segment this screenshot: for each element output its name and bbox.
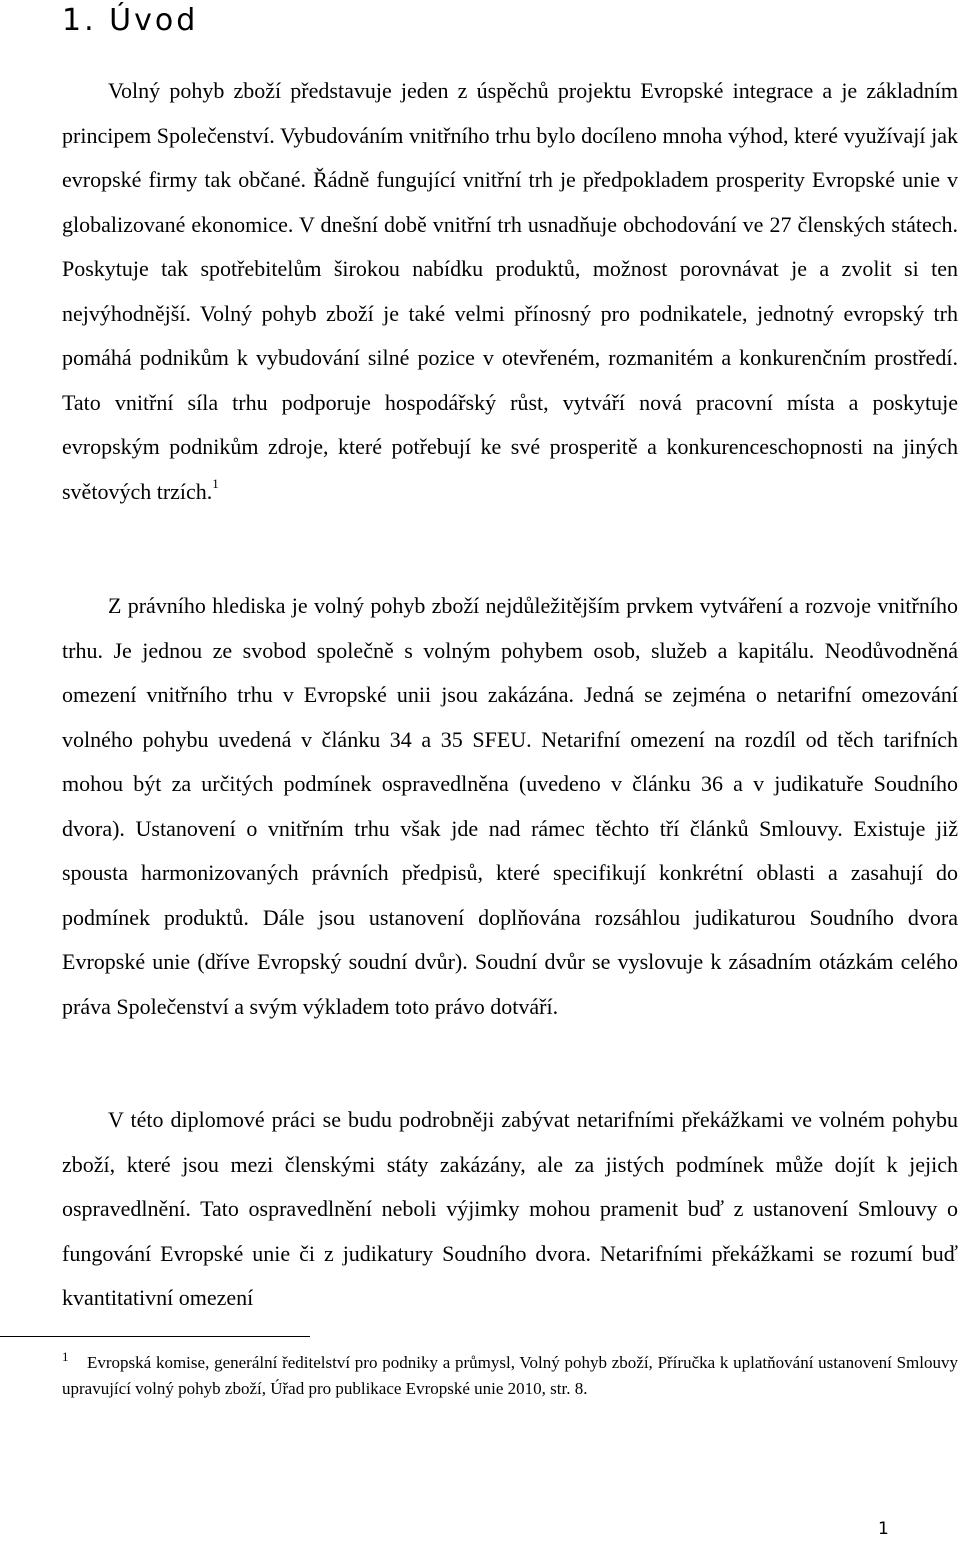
page-number: 1	[878, 1519, 889, 1539]
footnote-divider	[0, 1336, 310, 1337]
paragraph-1	[62, 69, 958, 514]
footnote-reference[interactable]: 1	[212, 475, 219, 491]
chapter-heading: 1. Úvod	[62, 3, 199, 38]
paragraph-2-text: Z právního hlediska je volný pohyb zboží nejdůležitějším prvkem vytváření a rozvoje vnitřního trhu. Je jednou ze svobod společně s volným pohybem osob, služeb a kapitálu. Neodůvodněná omezení vnitřního trhu v Evropské unii jsou zakázána. Jedná se zejména o netarifní omezování volného pohybu uvedená v článku 34 a 35 SFEU. Netarifní omezení na rozdíl od těch tarifních mohou být za určitých podmínek ospravedlněna (uvedeno v článku 36 a v judikatuře Soudního dvora). Ustanovení o vnitřním trhu však jde nad rámec těchto tří článků Smlouvy. Existuje již spousta harmonizovaných právních předpisů, které specifikují konkrétní oblasti a zasahují do podmínek produktů. Dále jsou ustanovení doplňována rozsáhlou judikaturou Soudního dvora Evropské unie (dříve Evropský soudní dvůr). Soudní dvůr se vyslovuje k zásadním otázkám celého práva Společenství a svým výkladem toto právo dotváří.	[62, 593, 958, 1019]
footnote: 1 Evropská komise, generální ředitelství pro podniky a průmysl, Volný pohyb zboží, Příručka k uplatňování ustanovení Smlouvy upravující volný pohyb zboží, Úřad pro publikace Evropské unie 2010, str. 8.	[62, 1349, 958, 1398]
paragraph-3-text: V této diplomové práci se budu podrobněji zabývat netarifními překážkami ve volném pohybu zboží, které jsou mezi členskými státy zakázány, ale za jistých podmínek může dojít k jejich ospravedlnění. Tato ospravedlnění neboli výjimky mohou pramenit buď z ustanovení Smlouvy o fungování Evropské unie či z judikatury Soudního dvora. Netarifními překážkami se rozumí buď kvantitativní omezení	[62, 1107, 958, 1310]
paragraph-2	[62, 584, 958, 1029]
paragraph-1-text: Volný pohyb zboží představuje jeden z úspěchů projektu Evropské integrace a je základním principem Společenství. Vybudováním vnitřního trhu bylo docíleno mnoha výhod, které využívají jak evropské firmy tak občané. Řádně fungující vnitřní trh je předpokladem prosperity Evropské unie v globalizované ekonomice. V dnešní době vnitřní trh usnadňuje obchodování ve 27 členských státech. Poskytuje tak spotřebitelům širokou nabídku produktů, možnost porovnávat je a zvolit si ten nejvýhodnější. Volný pohyb zboží je také velmi přínosný pro podnikatele, jednotný evropský trh pomáhá podnikům k vybudování silné pozice v otevřeném, rozmanitém a konkurenčním prostředí. Tato vnitřní síla trhu podporuje hospodářský růst, vytváří nová pracovní místa a poskytuje evropským podnikům zdroje, které potřebují ke své prosperitě a konkurenceschopnosti na jiných světových trzích.	[62, 78, 958, 504]
paragraph-3	[62, 1098, 958, 1321]
footnote-text: Evropská komise, generální ředitelství pro podniky a průmysl, Volný pohyb zboží, Příručka k uplatňování ustanovení Smlouvy upravující volný pohyb zboží, Úřad pro publikace Evropské unie 2010, str. 8.	[62, 1353, 958, 1398]
